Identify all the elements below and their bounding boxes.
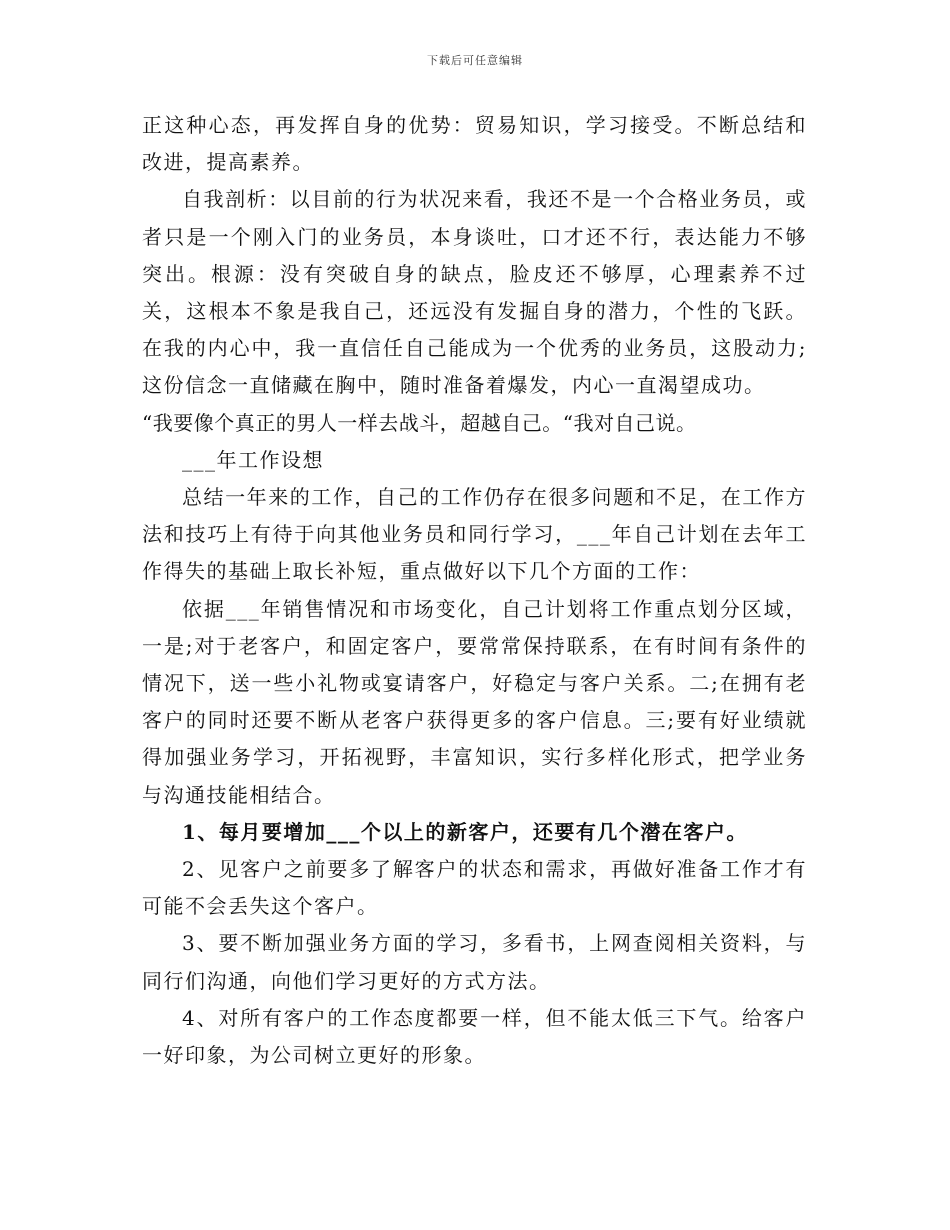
section-heading-work-plan: ___年工作设想 — [182, 447, 324, 472]
paragraph-summary: 总结一年来的工作，自己的工作仍存在很多问题和不足，在工作方法和技巧上有待于向其他业务员和同行学习，___年自己计划在去年工作得失的基础上取长补短，重点做好以下几个方面的工作： — [142, 485, 807, 584]
list-item-3: 3、要不断加强业务方面的学习，多看书，上网查阅相关资料，与同行们沟通，向他们学习更好的方式方法。 — [142, 931, 807, 993]
paragraph-self-analysis: 自我剖析：以目前的行为状况来看，我还不是一个合格业务员，或者只是一个刚入门的业务员，本身谈吐，口才还不行，表达能力不够突出。根源：没有突破自身的缺点，脸皮还不够厚，心理素养不过关，这根本不象是我自己，还远没有发掘自身的潜力，个性的飞跃。在我的内心中，我一直信任自己能成为一个优秀的业务员，这股动力;这份信念一直储藏在胸中，随时准备着爆发，内心一直渴望成功。 — [142, 187, 807, 398]
list-item-4: 4、对所有客户的工作态度都要一样，但不能太低三下气。给客户一好印象，为公司树立更好的形象。 — [142, 1005, 807, 1068]
document-body — [142, 107, 807, 1074]
paragraph-basis: 依据___年销售情况和市场变化，自己计划将工作重点划分区域，一是;对于老客户，和固定客户，要常常保持联系，在有时间有条件的情况下，送一些小礼物或宴请客户，好稳定与客户关系。二;在拥有老客户的同时还要不断从老客户获得更多的客户信息。三;要有好业绩就得加强业务学习，开拓视野，丰富知识，实行多样化形式，把学业务与沟通技能相结合。 — [142, 596, 807, 807]
paragraph-1: 正这种心态，再发挥自身的优势：贸易知识，学习接受。不断总结和改进，提高素养。 — [142, 113, 807, 175]
paragraph-quote: “我要像个真正的男人一样去战斗，超越自己。“我对自己说。 — [142, 410, 697, 435]
page-header: 下载后可任意编辑 — [427, 54, 523, 67]
list-item-1: 1、每月要增加___个以上的新客户，还要有几个潜在客户。 — [182, 819, 748, 844]
list-item-2: 2、见客户之前要多了解客户的状态和需求，再做好准备工作才有可能不会丢失这个客户。 — [142, 857, 807, 919]
